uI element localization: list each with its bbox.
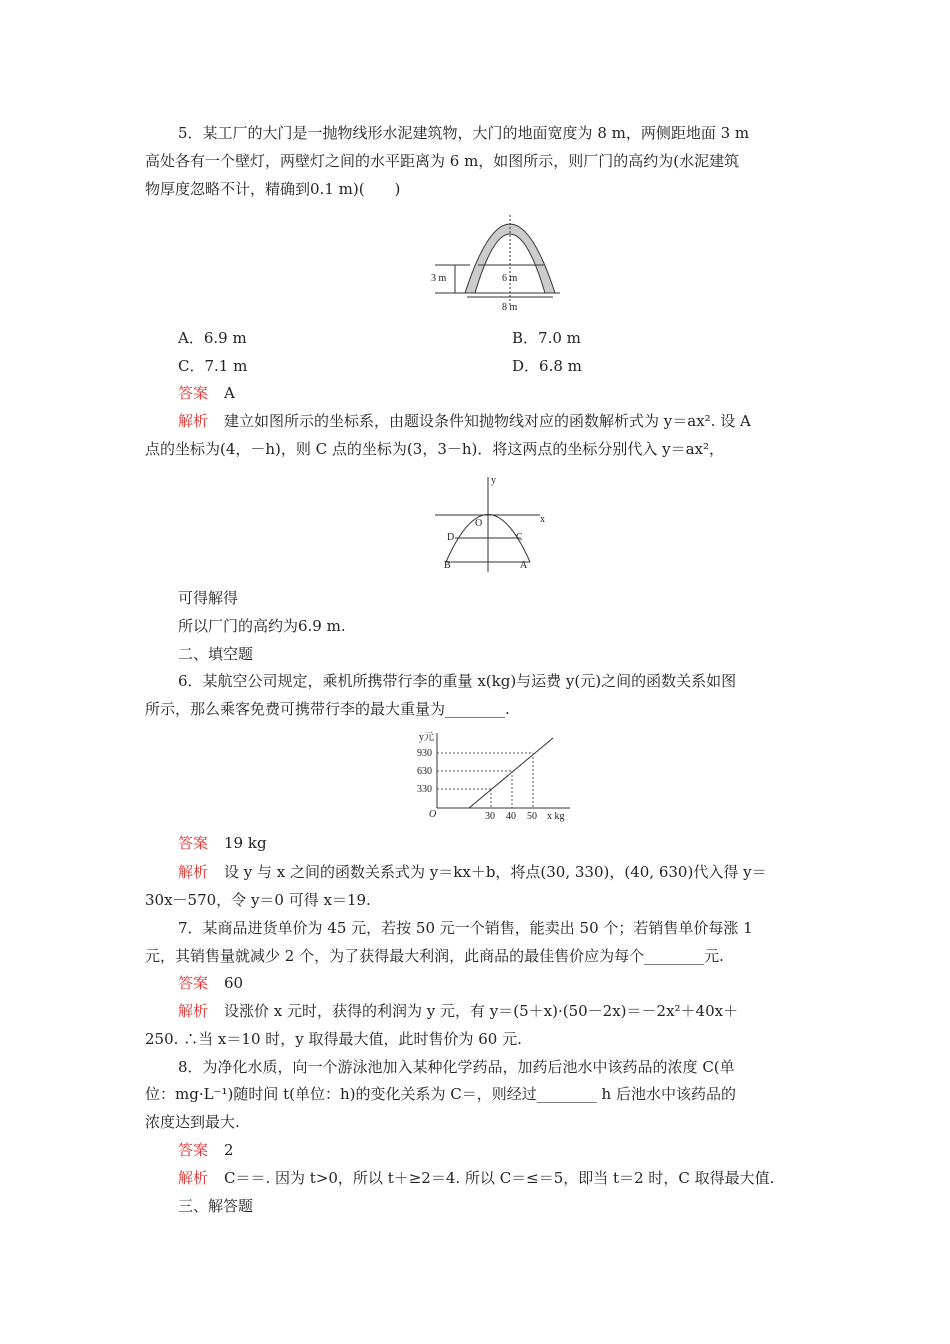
answer-label: 答案 bbox=[178, 1141, 209, 1159]
label-inner: 6 m bbox=[502, 273, 518, 284]
q5-answer bbox=[178, 383, 807, 403]
q8-line: 位：mg·L⁻¹)随时间 t(单位：h)的变化关系为 C＝，则经过________ h 后池水中该药品的 bbox=[145, 1085, 736, 1103]
q5-analysis bbox=[178, 411, 807, 431]
freight-chart bbox=[415, 728, 575, 823]
analysis-text: 设涨价 x 元时，获得的利润为 y 元，有 y＝(5＋x)·(50－2x)＝－2x²＋40x＋ bbox=[224, 1002, 739, 1020]
analysis-label: 解析 bbox=[178, 1002, 209, 1020]
answer-label: 答案 bbox=[178, 974, 209, 992]
q5-line: 高处各有一个壁灯，两壁灯之间的水平距离为 6 m，如图所示，则厂门的高约为(水泥建筑 bbox=[145, 152, 740, 170]
q5-line: 5．某工厂的大门是一抛物线形水泥建筑物，大门的地面宽度为 8 m，两侧距地面 3 m bbox=[178, 124, 750, 142]
q7-line: 7．某商品进货单价为 45 元，若按 50 元一个销售，能卖出 50 个；若销售单价每涨 1 bbox=[178, 919, 753, 937]
gate-parabola-figure bbox=[425, 215, 565, 315]
answer-label: 答案 bbox=[178, 384, 209, 402]
analysis-label: 解析 bbox=[178, 863, 209, 881]
label-y: y bbox=[491, 475, 496, 486]
q5-after: 可得解得 bbox=[178, 589, 239, 607]
y-axis-label: y元 bbox=[419, 732, 434, 743]
coordinate-parabola-figure bbox=[430, 472, 550, 574]
q5-analysis-line: 点的坐标为(4，－h)，则 C 点的坐标为(3，3－h)．将这两点的坐标分别代入 y＝ax²， bbox=[145, 440, 725, 458]
label-width: 8 m bbox=[502, 302, 518, 313]
option-a: A．6.9 m bbox=[178, 329, 247, 347]
analysis-label: 解析 bbox=[178, 412, 209, 430]
q7-answer bbox=[178, 973, 807, 993]
x-tick: 30 bbox=[485, 811, 495, 822]
answer-value: A bbox=[224, 384, 235, 402]
label-o: O bbox=[475, 518, 483, 529]
section-heading: 二、填空题 bbox=[178, 645, 254, 663]
guide-lines bbox=[437, 753, 533, 808]
label-c: C bbox=[516, 532, 523, 543]
q8-line: 浓度达到最大. bbox=[145, 1113, 240, 1131]
x-tick: 40 bbox=[506, 811, 516, 822]
label-d: D bbox=[447, 532, 455, 543]
x-axis-label: x kg bbox=[547, 811, 565, 822]
option-c: C．7.1 m bbox=[178, 357, 248, 375]
origin-label: O bbox=[429, 809, 437, 820]
label-height: 3 m bbox=[431, 273, 447, 284]
q6-line: 6．某航空公司规定，乘机所携带行李的重量 x(kg)与运费 y(元)之间的函数关系如图 bbox=[178, 672, 737, 690]
section-heading: 三、解答题 bbox=[178, 1197, 254, 1215]
q6-line: 所示，那么乘客免费可携带行李的最大重量为________. bbox=[145, 700, 510, 718]
analysis-text: 建立如图所示的坐标系，由题设条件知抛物线对应的函数解析式为 y＝ax². 设 A bbox=[224, 412, 751, 430]
q8-analysis bbox=[178, 1168, 807, 1188]
analysis-text: C＝＝. 因为 t>0，所以 t＋≥2＝4. 所以 C＝≤＝5，即当 t＝2 时，C 取得最大值. bbox=[224, 1169, 775, 1187]
q5-after: 所以厂门的高约为6.9 m. bbox=[178, 617, 346, 635]
answer-value: 19 kg bbox=[224, 834, 267, 852]
analysis-label: 解析 bbox=[178, 1169, 209, 1187]
analysis-text: 设 y 与 x 之间的函数关系式为 y＝kx＋b，将点(30, 330)，(40, 630)代入得 y＝ bbox=[224, 863, 767, 881]
option-b: B．7.0 m bbox=[512, 329, 581, 347]
y-tick: 930 bbox=[417, 748, 432, 759]
label-x: x bbox=[540, 514, 545, 525]
q7-line: 元，其销售量就减少 2 个，为了获得最大利润，此商品的最佳售价应为每个________元. bbox=[145, 947, 724, 965]
answer-value: 2 bbox=[224, 1141, 234, 1159]
q7-analysis-line: 250. ∴当 x＝10 时，y 取得最大值，此时售价为 60 元. bbox=[145, 1030, 522, 1048]
fee-line bbox=[469, 738, 553, 808]
q8-answer bbox=[178, 1140, 807, 1160]
q6-analysis-line: 30x－570，令 y＝0 可得 x＝19. bbox=[145, 891, 371, 909]
q6-answer bbox=[178, 833, 807, 853]
y-tick: 330 bbox=[417, 784, 432, 795]
y-tick: 630 bbox=[417, 766, 432, 777]
option-d: D．6.8 m bbox=[512, 357, 582, 375]
label-b: B bbox=[444, 560, 451, 571]
label-a: A bbox=[520, 560, 528, 571]
q5-line: 物厚度忽略不计，精确到0.1 m)( ) bbox=[145, 180, 401, 198]
q7-analysis bbox=[178, 1001, 807, 1021]
answer-label: 答案 bbox=[178, 834, 209, 852]
q6-analysis bbox=[178, 862, 807, 882]
answer-value: 60 bbox=[224, 974, 244, 992]
q8-line: 8．为净化水质，向一个游泳池加入某种化学药品，加药后池水中该药品的浓度 C(单 bbox=[178, 1058, 735, 1076]
x-tick: 50 bbox=[527, 811, 537, 822]
